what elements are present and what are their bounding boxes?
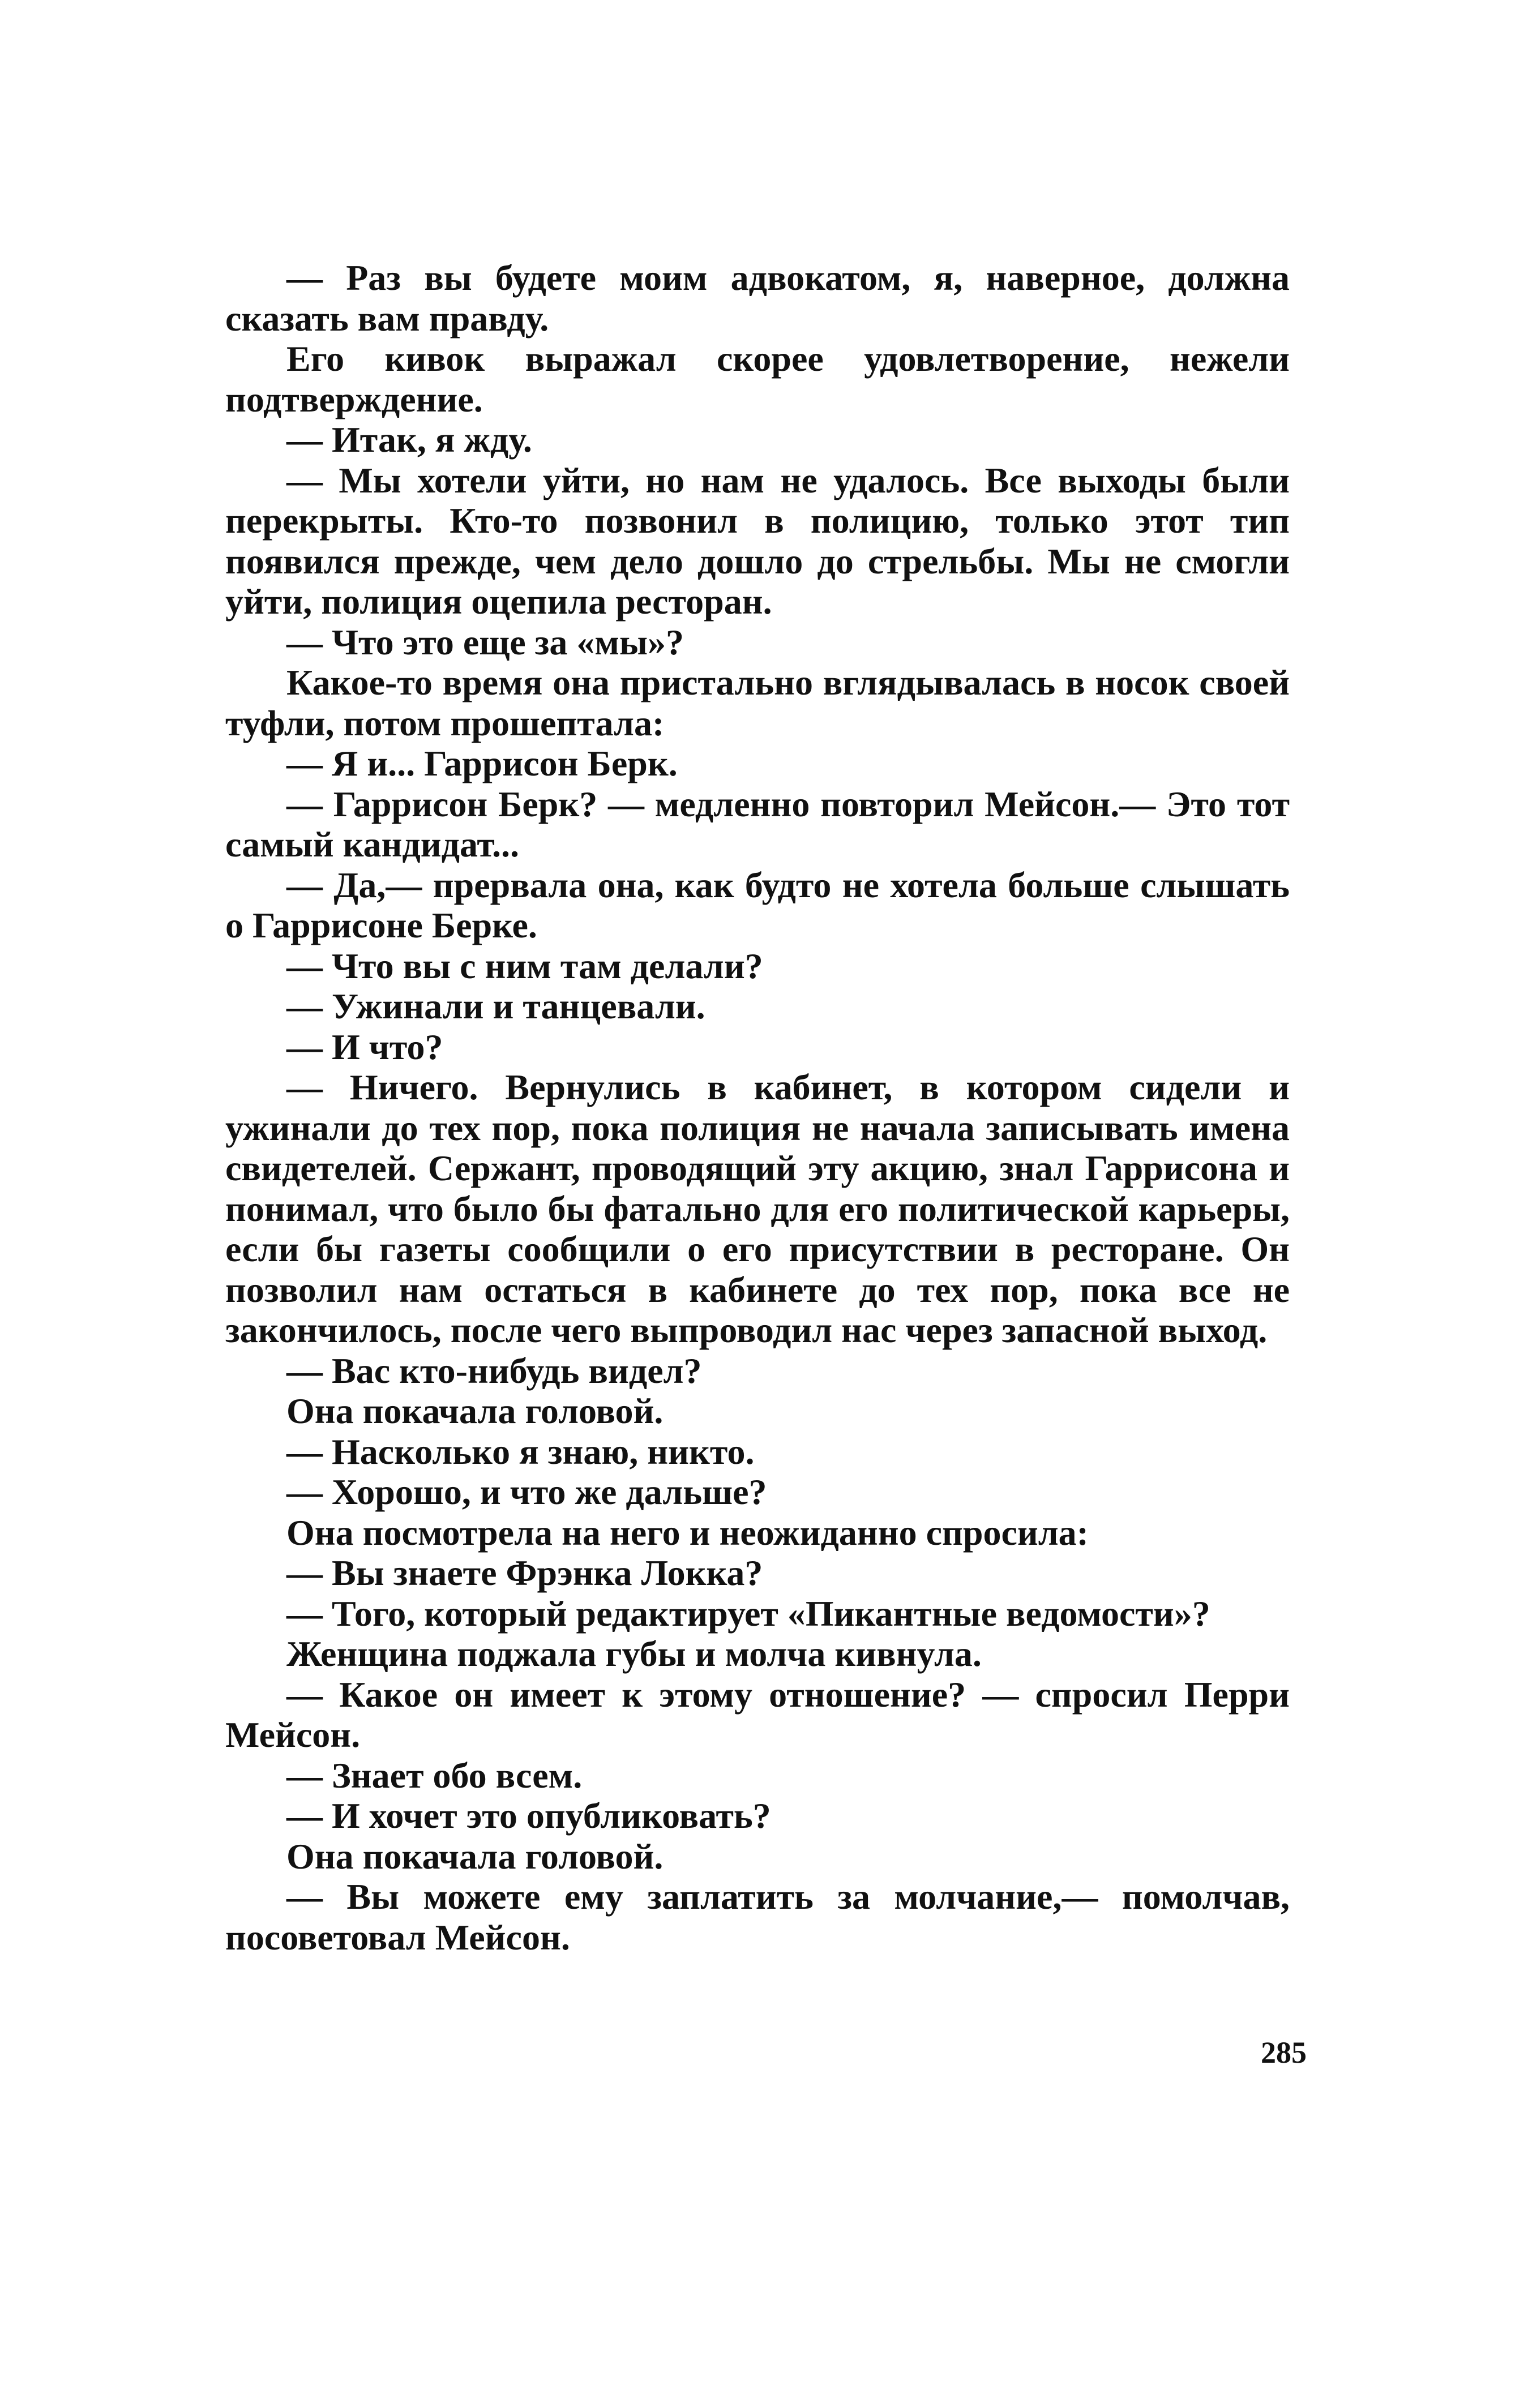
paragraph: — Ничего. Вернулись в кабинет, в котором сидели и ужинали до тех пор, пока полиция не начала записывать имена свидетелей. Сержант, проводящий эту акцию, знал Гаррисона и понимал, что было бы фатально для его политической карьеры, если бы газеты сообщили о его присутствии в ресторане. Он позволил нам остаться в кабинете до тех пор, пока все не закончилось, после чего выпроводил нас через запасной выход.	[225, 1067, 1290, 1350]
paragraph: — Что это еще за «мы»?	[286, 622, 684, 662]
paragraph: Его кивок выражал скорее удовлетворение, нежели подтверждение.	[225, 339, 1290, 419]
page-number: 285	[1261, 2036, 1307, 2069]
paragraph: — Раз вы будете моим адвокатом, я, наверное, должна сказать вам правду.	[225, 258, 1290, 339]
paragraph: Какое-то время она пристально вглядывалась в носок своей туфли, потом прошептала:	[225, 662, 1290, 743]
body-text	[225, 258, 1290, 1957]
paragraph: — Гаррисон Берк? — медленно повторил Мейсон.— Это тот самый кандидат...	[225, 783, 1290, 864]
paragraph: Она посмотрела на него и неожиданно спросила:	[286, 1512, 1089, 1553]
paragraph: — И что?	[286, 1026, 443, 1067]
paragraph: — Вы знаете Фрэнка Локка?	[286, 1553, 763, 1593]
paragraph: — Итак, я жду.	[286, 419, 532, 460]
paragraph: Она покачала головой.	[286, 1836, 664, 1876]
paragraph: — И хочет это опубликовать?	[286, 1796, 771, 1836]
paragraph: Она покачала головой.	[286, 1391, 664, 1431]
paragraph: — Того, который редактирует «Пикантные ведомости»?	[286, 1593, 1210, 1634]
paragraph: — Я и... Гаррисон Берк.	[286, 743, 678, 783]
paragraph: — Что вы с ним там делали?	[286, 945, 763, 986]
paragraph: — Хорошо, и что же дальше?	[286, 1472, 767, 1512]
paragraph: — Ужинали и танцевали.	[286, 986, 705, 1026]
paragraph: — Насколько я знаю, никто.	[286, 1431, 755, 1472]
paragraph: Женщина поджала губы и молча кивнула.	[286, 1634, 982, 1674]
paragraph: — Вас кто-нибудь видел?	[286, 1350, 702, 1391]
paragraph: — Знает обо всем.	[286, 1755, 583, 1796]
paragraph: — Вы можете ему заплатить за молчание,— помолчав, посоветовал Мейсон.	[225, 1876, 1290, 1957]
paragraph: — Да,— прервала она, как будто не хотела больше слышать о Гаррисоне Берке.	[225, 864, 1290, 945]
paragraph: — Мы хотели уйти, но нам не удалось. Все выходы были перекрыты. Кто-то позвонил в полицию, только этот тип появился прежде, чем дело дошло до стрельбы. Мы не смогли уйти, полиция оцепила ресторан.	[225, 460, 1290, 622]
paragraph: — Какое он имеет к этому отношение? — спросил Перри Мейсон.	[225, 1674, 1290, 1755]
